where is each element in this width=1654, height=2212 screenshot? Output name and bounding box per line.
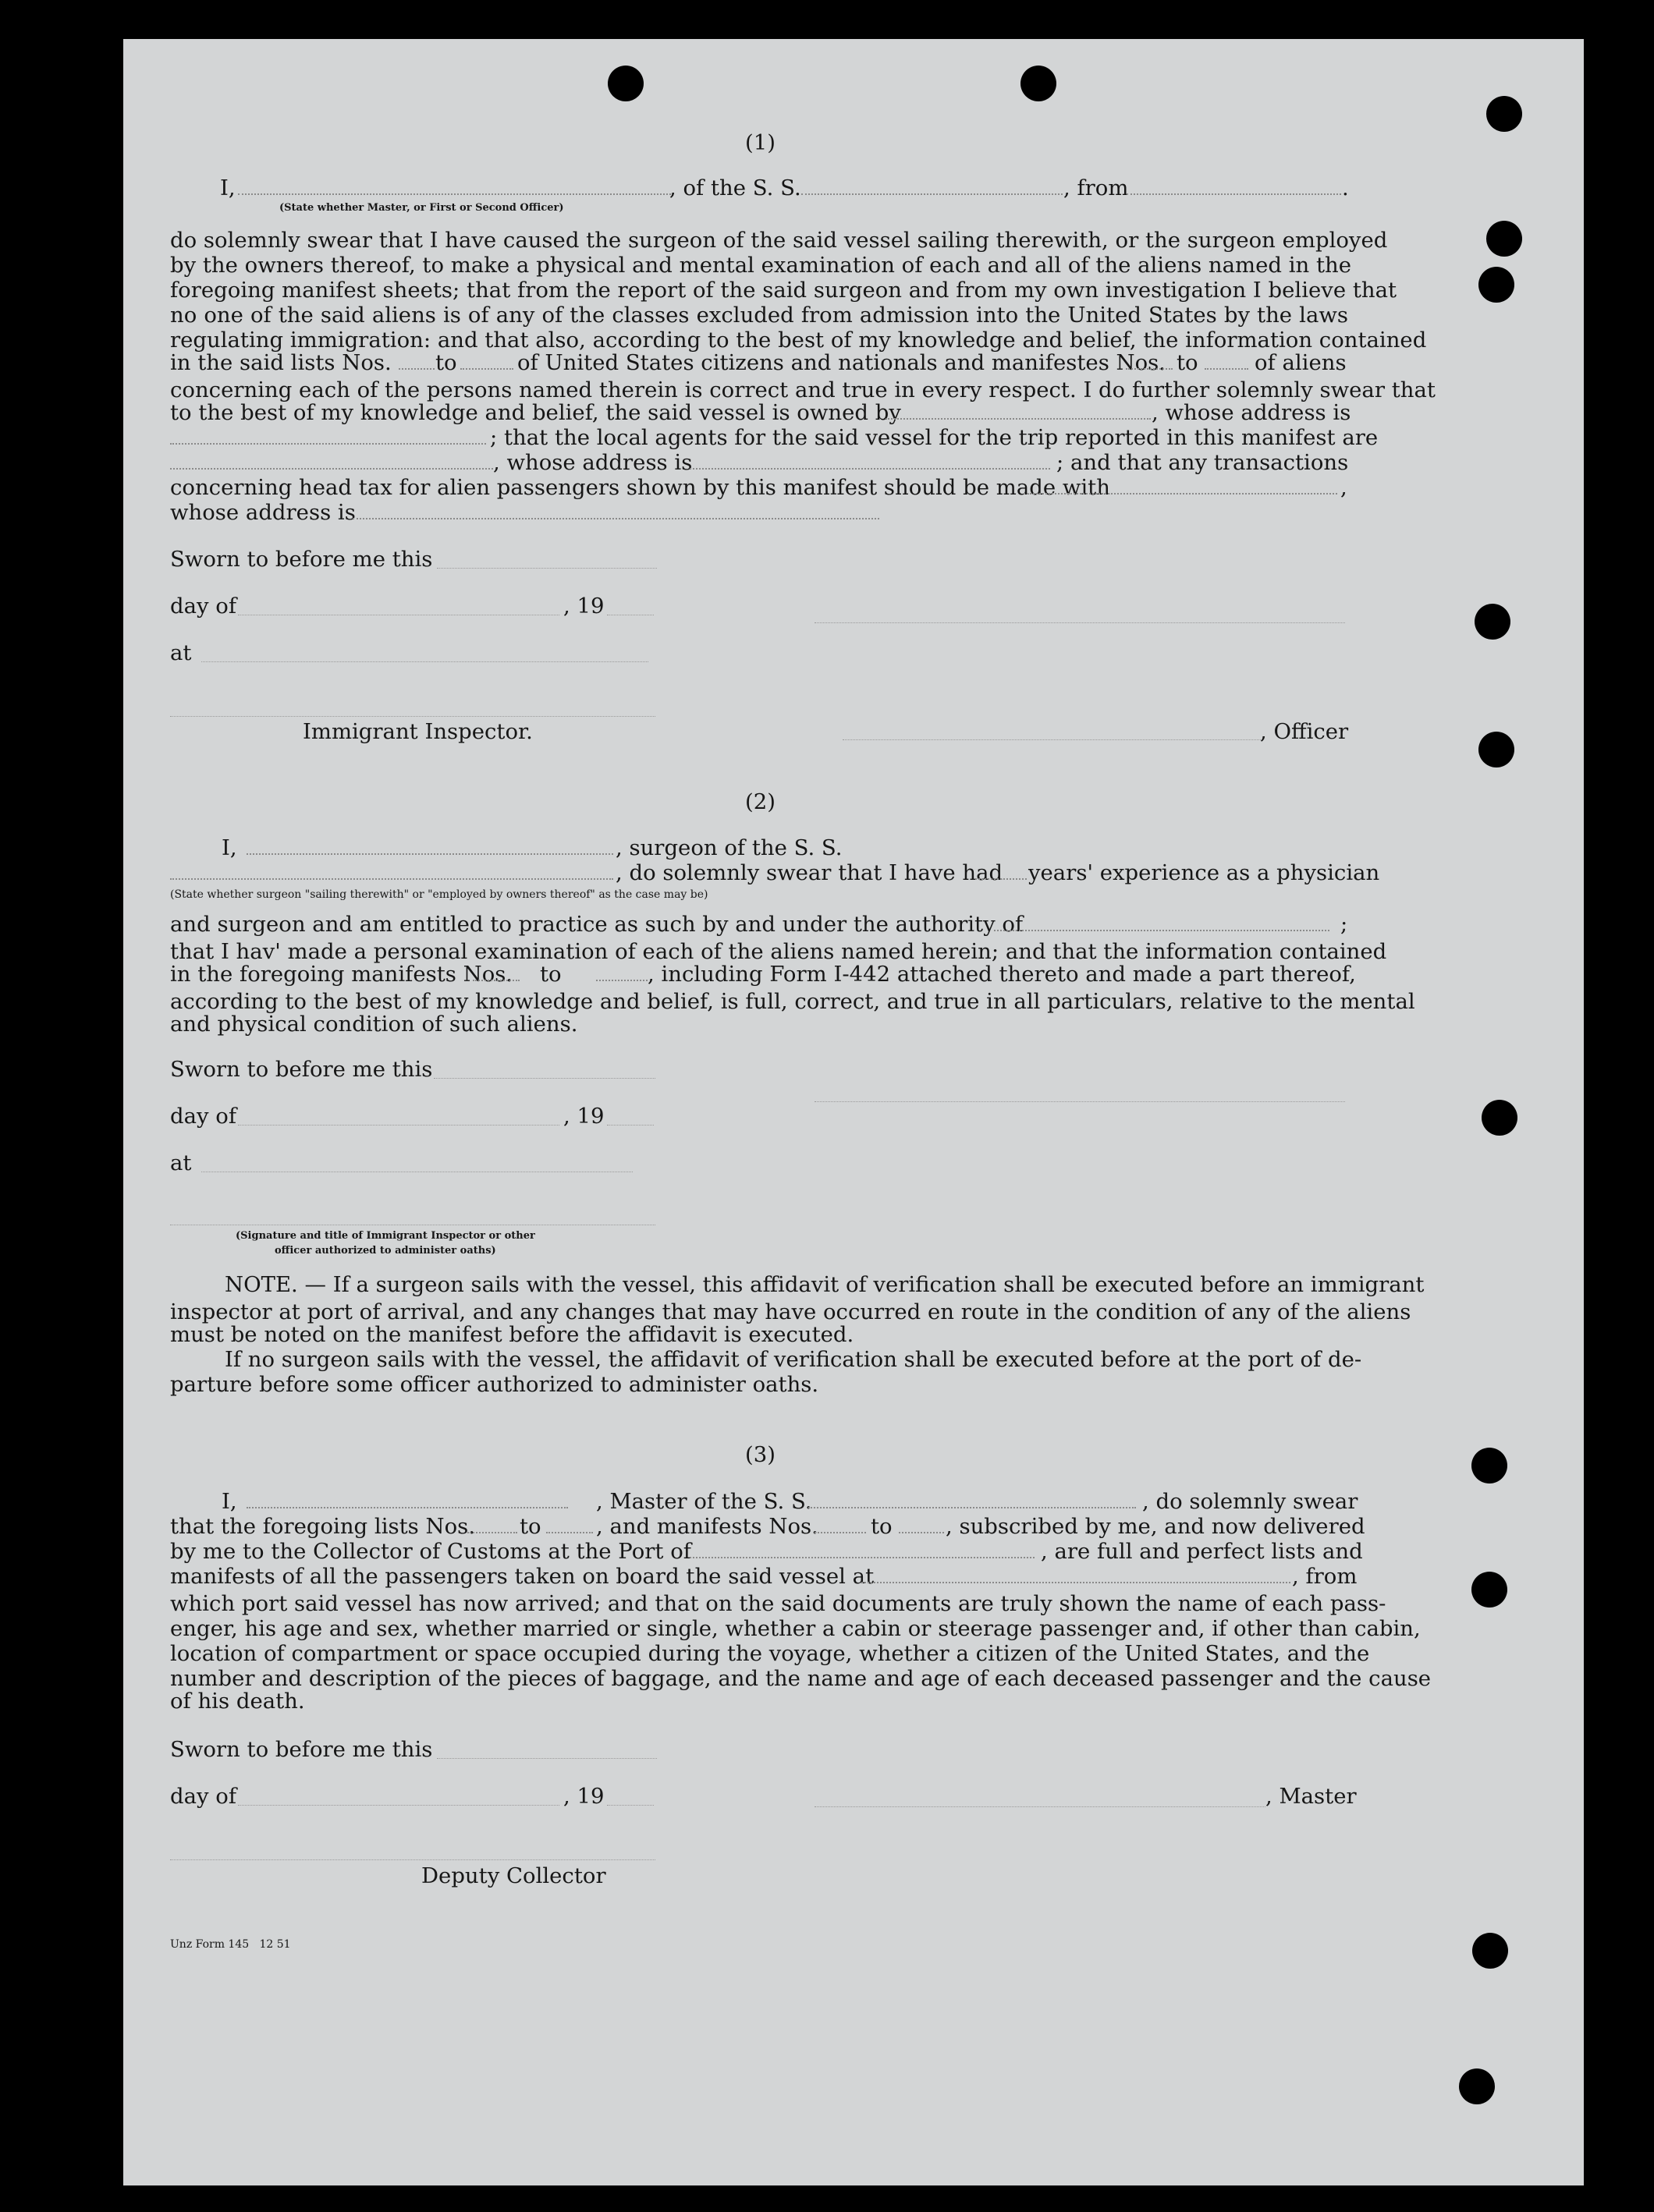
s1-line6-d: to [1177,350,1198,375]
s1-line12: whose address is [170,500,356,525]
punch-hole [1482,1100,1517,1136]
punch-hole [1472,1933,1508,1969]
s2-line2-b: years' experience as a physician [1028,860,1380,885]
punch-hole [608,66,644,101]
s2-year: , 19 [563,1104,605,1129]
s3-line4-a: manifests of all the passengers taken on board the said vessel at [170,1564,875,1589]
s1-day: day of [170,594,237,619]
s3-line1-c: , do solemnly swear [1142,1489,1358,1514]
s3-line2-c: , and manifests Nos. [596,1514,818,1539]
s3-line2-d: to [871,1514,893,1539]
s1-sworn: Sworn to before me this [170,547,433,572]
punch-hole [1486,96,1522,132]
s2-line5-b: to [540,962,562,987]
s3-deputy-collector: Deputy Collector [421,1863,606,1888]
s3-day: day of [170,1784,237,1809]
note-line: must be noted on the manifest before the affidavit is executed. [170,1322,854,1347]
s1-officer: , Officer [1260,719,1349,744]
punch-hole [1478,732,1514,767]
s3-line1-a: I, [222,1489,237,1514]
s2-day: day of [170,1104,237,1129]
s1-immigrant-inspector: Immigrant Inspector. [303,719,533,744]
s2-hint: (State whether surgeon "sailing therewith" or "employed by owners thereof" as the case may be) [170,888,708,901]
s1-year: , 19 [563,594,605,619]
s2-line3-b: ; [1340,912,1348,937]
s3-master: , Master [1265,1784,1357,1809]
s1-line1-b: , of the S. S. [669,175,801,200]
s1-line1-c: , from [1063,175,1129,200]
s1-para-line: no one of the said aliens is of any of the classes excluded from admission into the United States by the laws [170,303,1348,328]
punch-hole [1478,267,1514,303]
s3-year: , 19 [563,1784,605,1809]
s1-para-line: regulating immigration: and that also, according to the best of my knowledge and belief, the information contained [170,328,1427,353]
s2-para-line: according to the best of my knowledge and belief, is full, correct, and true in all particulars, relative to the mental [170,989,1415,1014]
s3-line3-a: by me to the Collector of Customs at the Port of [170,1539,691,1564]
s1-line6-a: in the said lists Nos. [170,350,392,375]
s2-signature-hint-1: (Signature and title of Immigrant Inspector or other [236,1230,535,1242]
note-line: parture before some officer authorized to administer oaths. [170,1372,819,1397]
s1-line6-c: of United States citizens and nationals and manifestes Nos. [517,350,1166,375]
s2-line1-a: I, [222,835,237,860]
s1-para-line: foregoing manifest sheets; that from the report of the said surgeon and from my own investigation I believe that [170,278,1397,303]
form-number: Unz Form 145 12 51 [170,1938,291,1951]
note-line: inspector at port of arrival, and any changes that may have occurred en route in the condition of any of the aliens [170,1299,1411,1324]
s3-line2-e: , subscribed by me, and now delivered [946,1514,1365,1539]
s3-para-line-last: of his death. [170,1689,305,1714]
punch-hole [1475,604,1510,640]
s3-line4-b: , from [1292,1564,1358,1589]
s3-line2-b: to [520,1514,541,1539]
section-2-number: (2) [745,789,776,814]
s2-line2-a: , do solemnly swear that I have had [616,860,1003,885]
s1-para-line: do solemnly swear that I have caused the surgeon of the said vessel sailing therewith, or the surgeon employed [170,228,1388,253]
note-line: NOTE. — If a surgeon sails with the vessel, this affidavit of verification shall be executed before an immigrant [225,1272,1425,1297]
s2-line5-c: , including Form I-442 attached thereto and made a part thereof, [648,962,1356,987]
s1-line8-a: to the best of my knowledge and belief, the said vessel is owned by [170,400,901,425]
s1-para-line: concerning each of the persons named therein is correct and true in every respect. I do further solemnly swear that [170,378,1436,402]
s2-para-line-last: and physical condition of such aliens. [170,1012,578,1037]
s1-para-line: by the owners thereof, to make a physical and mental examination of each and all of the aliens named in the [170,253,1352,278]
punch-hole [1486,221,1522,257]
s1-hint: (State whether Master, or First or Second Officer) [279,202,564,214]
section-3-number: (3) [745,1442,776,1467]
s3-para-line: number and description of the pieces of baggage, and the name and age of each deceased passenger and the cause [170,1666,1432,1691]
s1-line10-a: , whose address is [493,450,693,475]
s3-line1-b: , Master of the S. S. [596,1489,812,1514]
s3-para-line: which port said vessel has now arrived; and that on the said documents are truly shown the name of each pass- [170,1591,1386,1616]
s3-sworn: Sworn to before me this [170,1737,433,1762]
section-1-number: (1) [745,130,776,155]
s3-para-line: enger, his age and sex, whether married or single, whether a cabin or steerage passenger and, if other than cabin, [170,1616,1421,1641]
s1-line1-a: I, [220,175,236,200]
s3-line2-a: that the foregoing lists Nos. [170,1514,475,1539]
note-line: If no surgeon sails with the vessel, the affidavit of verification shall be executed before at the port of de- [225,1347,1362,1372]
s1-line10-b: ; and that any transactions [1056,450,1349,475]
s1-line1-d: . [1342,175,1349,200]
s2-line1-b: , surgeon of the S. S. [616,835,843,860]
s3-line3-b: , are full and perfect lists and [1041,1539,1363,1564]
s2-line3-a: and surgeon and am entitled to practice as such by and under the authority of [170,912,1024,937]
s2-para-line: that I hav' made a personal examination of each of the aliens named herein; and that the information contained [170,939,1387,964]
s2-signature-hint-2: officer authorized to administer oaths) [275,1245,496,1257]
s1-at: at [170,640,192,665]
punch-hole [1471,1572,1507,1608]
s2-at: at [170,1150,192,1175]
punch-hole [1459,2068,1495,2104]
s1-line11-b: , [1340,475,1347,500]
s1-line6-e: of aliens [1255,350,1347,375]
s2-sworn: Sworn to before me this [170,1057,433,1082]
s1-line9-a: ; that the local agents for the said vessel for the trip reported in this manifest are [490,425,1379,450]
s2-line5-a: in the foregoing manifests Nos. [170,962,513,987]
s1-line6-b: to [435,350,457,375]
s1-line8-b: , whose address is [1152,400,1351,425]
s1-line11-a: concerning head tax for alien passengers shown by this manifest should be made with [170,475,1110,500]
punch-hole [1020,66,1056,101]
punch-hole [1471,1448,1507,1484]
s3-para-line: location of compartment or space occupied during the voyage, whether a citizen of the United States, and the [170,1641,1370,1666]
